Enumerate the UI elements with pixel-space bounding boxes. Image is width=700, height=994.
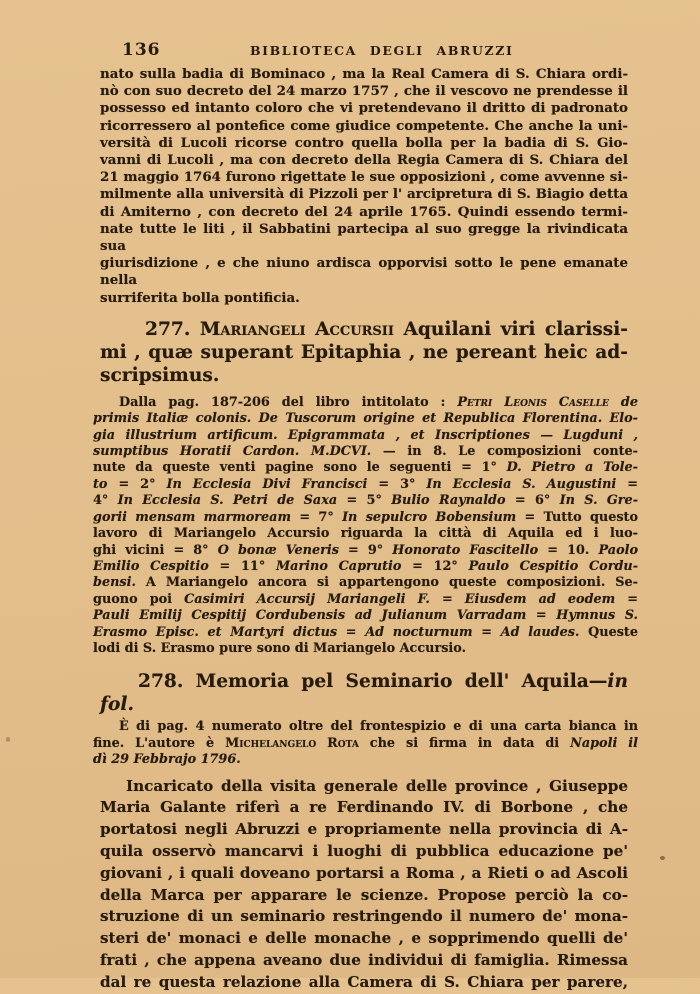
text-segment: Pauli Emilij Cespitij Cordubensis ad Julianum Varradam <box>93 608 527 624</box>
text-segment: nato sulla badia di Bominaco , ma la Real Camera di S. Chiara ordi- <box>100 66 628 82</box>
text-segment: In Ecclesia S. Augustini <box>426 476 617 492</box>
page-number: 136 <box>122 40 161 60</box>
text-segment: = <box>472 624 501 640</box>
text-segment: 4° <box>93 493 118 509</box>
text-segment: — in 8. Le composizioni conte- <box>371 444 638 460</box>
continuation-paragraph-line-12 <box>100 290 628 307</box>
text-segment: Eiusdem ad eodem <box>464 591 616 607</box>
continuation-paragraph-line-8 <box>100 186 628 203</box>
text-segment: fine. L'autore è <box>93 735 226 751</box>
text-segment: È di pag. 4 numerato oltre del frontespizio e di una carta bianca in <box>119 719 638 735</box>
entry-heading-277-line-3 <box>100 364 628 387</box>
body-paragraph-278 <box>100 776 628 994</box>
text-segment: = Tutto questo <box>516 509 639 525</box>
text-segment: gorii mensam marmoream <box>93 509 292 525</box>
ink-speck <box>6 737 10 742</box>
bibliographic-note-278-line-2 <box>93 736 638 752</box>
text-segment: = 2° <box>107 476 167 492</box>
text-segment: 278. Memoria pel Seminario dell' Aquila— <box>138 671 608 693</box>
body-paragraph-278-line-3 <box>100 819 628 841</box>
text-segment: Ad laudes. <box>500 624 580 640</box>
text-segment: steri de' monaci e delle monache , e sopprimendo quelli de' <box>100 929 628 948</box>
text-segment: che si firma in data di <box>358 735 571 751</box>
text-segment: Marino Caprutio <box>275 558 402 574</box>
text-segment: = <box>616 476 638 492</box>
text-segment: portatosi negli Abruzzi e propriamente nella provincia di A- <box>100 820 628 839</box>
continuation-paragraph-line-6 <box>100 152 628 169</box>
text-segment: = 11° <box>208 558 276 574</box>
text-segment: primis Italiæ colonis. De Tuscorum origine et Republica Florentina. Elo- <box>93 411 638 427</box>
bibliographic-note-277-line-2 <box>93 411 638 427</box>
bibliographic-note-277-line-11 <box>93 559 638 575</box>
text-segment: Aquilani viri clarissi- <box>393 318 628 340</box>
text-segment: Ad nocturnum <box>365 624 473 640</box>
continuation-paragraph-line-11 <box>100 255 628 289</box>
bibliographic-note-277-line-3 <box>93 428 638 444</box>
text-segment: nute da queste venti pagine sono le seguenti = 1° <box>93 460 507 476</box>
text-segment: struzione di un seminario restringendo il numero de' mona- <box>100 907 628 926</box>
text-segment: to <box>93 476 108 492</box>
text-segment: Honorato Fascitello <box>392 542 539 558</box>
body-paragraph-278-line-4 <box>100 841 628 863</box>
text-segment: milmente alla università di Pizzoli per l' arcipretura di S. Biagio detta <box>100 186 628 203</box>
continuation-paragraph-line-3 <box>100 100 628 117</box>
text-segment: In Ecclesia S. Petri de Saxa <box>117 493 338 509</box>
body-paragraph-278-line-7 <box>100 906 628 928</box>
text-segment: = 3° <box>367 476 427 492</box>
text-segment: In Ecclesia Divi Francisci <box>166 476 368 492</box>
text-segment: In S. Gre- <box>559 493 638 509</box>
continuation-paragraph-line-7 <box>100 169 628 186</box>
text-segment: Casimiri Accursij Mariangeli F. <box>184 591 430 607</box>
text-segment: vanni di Lucoli , ma con decreto della Regia Camera di S. Chiara del <box>100 152 628 169</box>
text-segment: = 10. <box>538 542 599 558</box>
text-segment: Paolo <box>598 542 639 558</box>
bibliographic-note-277-line-9 <box>93 526 638 542</box>
text-segment: In sepulcro Bobensium <box>342 509 517 525</box>
text-segment: Hymnus S. <box>556 608 639 624</box>
text-segment: dal re questa relazione alla Camera di S. Chiara per parere, <box>100 972 628 991</box>
text-segment: bensi. <box>93 575 136 591</box>
text-segment: = 6° <box>505 493 560 509</box>
text-segment: Michelangelo Rota <box>225 735 359 751</box>
text-segment: ghi vicini = 8° <box>93 542 218 558</box>
page-body <box>93 66 700 994</box>
text-segment: Petri Leonis Caselle <box>457 394 609 410</box>
text-segment: = <box>429 591 465 607</box>
text-segment: = <box>526 608 557 624</box>
text-segment: surriferita bolla pontificia. <box>100 289 300 306</box>
bibliographic-note-277-line-7 <box>93 493 638 509</box>
bibliographic-note-277-line-16 <box>93 641 638 657</box>
text-segment: mi , quæ superant Epitaphia , ne pereant heic ad- <box>100 341 628 363</box>
text-segment: = <box>615 591 638 607</box>
text-segment: in fol. <box>100 671 628 716</box>
bibliographic-note-278-line-1 <box>93 719 638 735</box>
text-segment: giovani , i quali doveano portarsi a Roma , a Rieti o ad Ascoli <box>100 863 628 882</box>
text-segment: = 12° <box>401 558 469 574</box>
text-segment: O bonæ Veneris <box>217 542 339 558</box>
bibliographic-note-277-line-10 <box>93 543 638 559</box>
body-paragraph-278-line-2 <box>100 797 628 819</box>
text-segment: Erasmo Episc. et Martyri dictus <box>93 624 338 640</box>
bibliographic-note-277-line-6 <box>93 477 638 493</box>
continuation-paragraph-line-5 <box>100 135 628 152</box>
text-segment: Paulo Cespitio Cordu- <box>468 558 639 574</box>
text-segment: nò con suo decreto del 24 marzo 1757 , che il vescovo ne prendesse il <box>100 83 628 100</box>
running-title: BIBLIOTECA DEGLI ABRUZZI <box>250 43 514 58</box>
text-segment: lavoro di Mariangelo Accursio riguarda la città di Aquila ed i luo- <box>93 526 638 542</box>
text-segment: de <box>608 394 638 410</box>
page-header <box>100 36 628 60</box>
text-segment: ricorressero al pontefice come giudice competente. Che anche la uni- <box>100 117 628 134</box>
continuation-paragraph-line-4 <box>100 118 628 135</box>
body-paragraph-278-line-1 <box>100 776 628 798</box>
text-segment: guono poi <box>93 591 185 607</box>
text-segment: Bulio Raynaldo <box>391 493 506 509</box>
body-paragraph-278-line-5 <box>100 863 628 885</box>
text-segment: = 9° <box>338 542 393 558</box>
text-segment: = 7° <box>291 509 343 525</box>
bibliographic-note-277-line-5 <box>93 460 638 476</box>
bibliographic-note-277-line-14 <box>93 608 638 624</box>
text-segment: Napoli il <box>570 735 638 751</box>
text-segment: Emilio Cespitio <box>93 558 209 574</box>
text-segment: di Amiterno , con decreto del 24 aprile 1765. Quindi essendo termi- <box>100 203 628 220</box>
continuation-paragraph-line-1 <box>100 66 628 83</box>
text-segment: Incaricato della visita generale delle province , Giuseppe <box>126 776 628 795</box>
text-segment: della Marca per apparare le scienze. Propose perciò la co- <box>100 885 628 904</box>
text-segment: 277. <box>145 318 200 340</box>
bibliographic-note-277-line-4 <box>93 444 638 460</box>
text-segment: nate tutte le liti , il Sabbatini partecipa al suo gregge la rivindicata sua <box>100 220 628 255</box>
text-segment: A Mariangelo ancora si appartengono queste composizioni. Se- <box>135 575 638 591</box>
text-segment: quila osservò mancarvi i luoghi di pubblica educazione pe' <box>100 841 628 860</box>
body-paragraph-278-line-6 <box>100 885 628 907</box>
bibliographic-note-277-line-1 <box>93 395 638 411</box>
text-segment: frati , che appena aveano due individui di famiglia. Rimessa <box>100 950 628 969</box>
entry-heading-277-line-1 <box>100 318 628 341</box>
entry-heading-278 <box>100 670 628 716</box>
text-segment: Maria Galante riferì a re Ferdinando IV. di Borbone , che <box>100 798 628 817</box>
ink-speck <box>660 856 665 860</box>
body-paragraph-278-line-9 <box>100 950 628 972</box>
text-segment: scripsimus. <box>100 364 220 386</box>
text-segment: possesso ed intanto coloro che vi pretendevano il dritto di padronato <box>100 100 628 117</box>
text-segment: Dalla pag. 187-206 del libro intitolato : <box>119 394 458 410</box>
bibliographic-note-277-line-13 <box>93 592 638 608</box>
continuation-paragraph-line-10 <box>100 221 628 255</box>
continuation-paragraph <box>100 66 628 307</box>
text-segment: 21 maggio 1764 furono rigettate le sue opposizioni , come avvenne si- <box>100 169 628 186</box>
text-segment: D. Pietro a Tole- <box>506 460 638 476</box>
continuation-paragraph-line-2 <box>100 83 628 100</box>
text-segment: Queste <box>579 624 638 640</box>
bibliographic-note-277-line-15 <box>93 625 638 641</box>
body-paragraph-278-line-8 <box>100 928 628 950</box>
bibliographic-note-278 <box>93 719 638 768</box>
text-segment: sumptibus Horatii Cardon. M.DCVI. <box>93 444 372 460</box>
text-segment: dì 29 Febbrajo 1796. <box>93 752 241 768</box>
text-segment: Mariangeli Accursii <box>199 318 394 340</box>
entry-heading-278-line-1 <box>100 670 628 716</box>
text-segment: = <box>337 624 366 640</box>
continuation-paragraph-line-9 <box>100 204 628 221</box>
text-segment: lodi di S. Erasmo pure sono di Mariangelo Accursio. <box>93 640 467 656</box>
text-segment: = 5° <box>337 493 392 509</box>
bibliographic-note-277-line-8 <box>93 510 638 526</box>
entry-heading-277 <box>100 318 628 387</box>
bibliographic-note-277 <box>93 395 638 658</box>
text-segment: versità di Lucoli ricorse contro quella bolla per la badia di S. Gio- <box>100 134 628 151</box>
bibliographic-note-278-line-3 <box>93 752 638 768</box>
bibliographic-note-277-line-12 <box>93 575 638 591</box>
text-segment: giurisdizione , e che niuno ardisca opporvisi sotto le pene emanate nella <box>100 255 628 289</box>
text-segment: gia illustrium artificum. Epigrammata , et Inscriptiones — Lugduni , <box>93 427 638 443</box>
body-paragraph-278-line-10 <box>100 972 628 994</box>
entry-heading-277-line-2 <box>100 341 628 364</box>
